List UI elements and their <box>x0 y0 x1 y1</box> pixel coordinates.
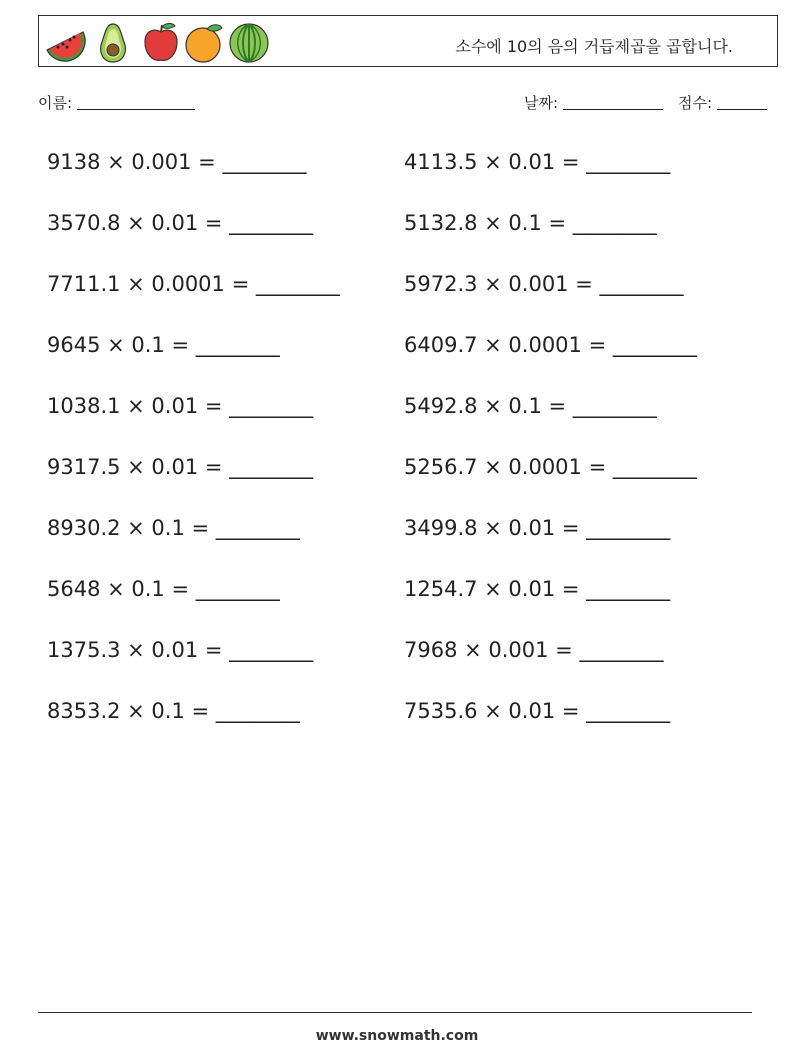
date-field <box>524 92 663 113</box>
footer-url: www.snowmath.com <box>315 1028 479 1044</box>
problem: 1254.7 × 0.01 = ________ <box>404 577 671 601</box>
problem: 5648 × 0.1 = ________ <box>47 577 280 601</box>
problem: 7535.6 × 0.01 = ________ <box>404 699 671 723</box>
problem: 6409.7 × 0.0001 = ________ <box>404 333 697 357</box>
problem: 3570.8 × 0.01 = ________ <box>47 211 314 235</box>
problem: 9645 × 0.1 = ________ <box>47 333 280 357</box>
problem: 7968 × 0.001 = ________ <box>404 638 664 662</box>
score-blank <box>717 95 767 110</box>
score-label: 점수: <box>678 94 713 112</box>
worksheet-header <box>38 15 778 67</box>
problem: 5132.8 × 0.1 = ________ <box>404 211 657 235</box>
watermelon-slice-icon <box>43 20 87 64</box>
problem: 4113.5 × 0.01 = ________ <box>404 150 671 174</box>
date-label: 날짜: <box>524 94 559 112</box>
problem: 9138 × 0.001 = ________ <box>47 150 307 174</box>
problem: 9317.5 × 0.01 = ________ <box>47 455 314 479</box>
problem: 8930.2 × 0.1 = ________ <box>47 516 300 540</box>
problem: 3499.8 × 0.01 = ________ <box>404 516 671 540</box>
watermelon-icon <box>227 20 271 64</box>
problem: 7711.1 × 0.0001 = ________ <box>47 272 340 296</box>
name-blank <box>77 95 195 110</box>
problem: 8353.2 × 0.1 = ________ <box>47 699 300 723</box>
footer-divider <box>38 1012 752 1013</box>
name-label: 이름: <box>38 94 73 112</box>
apple-icon <box>139 20 183 64</box>
score-field <box>678 92 767 113</box>
problem: 1038.1 × 0.01 = ________ <box>47 394 314 418</box>
orange-icon <box>183 20 227 64</box>
date-blank <box>563 95 663 110</box>
name-field <box>38 92 195 113</box>
worksheet-title: 소수에 10의 음의 거듭제곱을 곱합니다. <box>455 37 733 56</box>
problem: 5972.3 × 0.001 = ________ <box>404 272 684 296</box>
avocado-icon <box>91 20 135 64</box>
problem: 5492.8 × 0.1 = ________ <box>404 394 657 418</box>
problem: 5256.7 × 0.0001 = ________ <box>404 455 697 479</box>
problem: 1375.3 × 0.01 = ________ <box>47 638 314 662</box>
